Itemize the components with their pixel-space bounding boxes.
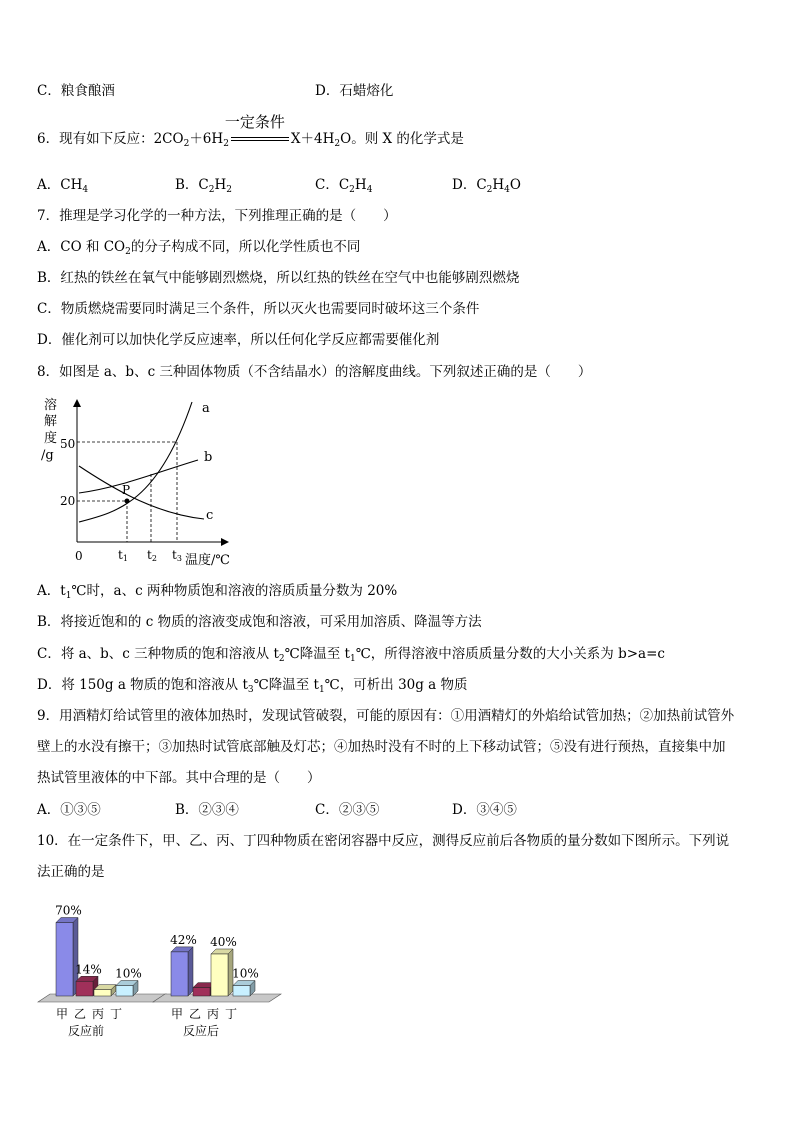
q9-stem-line3: 热试管里液体的中下部。其中合理的是（ ） xyxy=(37,770,321,786)
chart-title: 反应后 xyxy=(182,1024,220,1038)
q9-option-a: A．①③⑤ xyxy=(37,802,101,818)
y-tick-20: 20 xyxy=(60,494,76,508)
x-tick-t2: t2 xyxy=(147,548,157,563)
point-p-label: P xyxy=(122,483,131,497)
q8-option-c: C．将 a、b、c 三种物质的饱和溶液从 $t_2℃$降温至 $t_1℃$，所得溶液中溶质质量分数的大小关系为 b>a=c xyxy=(37,646,665,664)
q5-option-d: D．石蜡熔化 xyxy=(315,83,394,99)
q8-option-b: B．将接近饱和的 c 物质的溶液变成饱和溶液，可采用加溶质、降温等方法 xyxy=(37,614,482,630)
q7-option-a: A．CO 和 $CO_2$的分子构成不同，所以化学性质也不同 xyxy=(37,239,361,257)
bar-after-2 xyxy=(211,949,233,996)
q8-option-a: A．$t_1℃$时，a、c 两种物质饱和溶液的溶质质量分数为 20% xyxy=(37,583,398,601)
bar-before-3 xyxy=(116,981,138,997)
y-label-2: 解 xyxy=(44,414,58,429)
q7-option-c: C．物质燃烧需要同时满足三个条件，所以灭火也需要同时破坏这三个条件 xyxy=(37,301,480,317)
category-label: 丁 xyxy=(109,1007,123,1021)
x-axis-label: 温度/℃ xyxy=(185,553,230,568)
curve-b xyxy=(79,460,198,493)
q9-stem-line2: 壁上的水没有擦干；③加热时试管底部触及灯芯；④加热时没有不时的上下移动试管；⑤没有进行预热，直接集中加 xyxy=(37,739,726,755)
q10-stem-line1: 10．在一定条件下，甲、乙、丙、丁四种物质在密闭容器中反应，测得反应前后各物质的量分数如下图所示。下列说 xyxy=(37,833,730,849)
origin-label: 0 xyxy=(75,549,83,563)
q6-option-a: A．$CH_4$ xyxy=(37,177,89,195)
curve-b-label: b xyxy=(204,450,213,465)
q6-stem: 6．现有如下反应：$2CO_2+6H_2$ 一定条件 $X+4H_2O$。则 X 的化学式是 xyxy=(37,113,464,149)
reaction-condition: 一定条件 xyxy=(224,113,285,131)
category-label: 甲 xyxy=(55,1007,69,1021)
category-label: 乙 xyxy=(188,1007,202,1021)
q10-stem-line2: 法正确的是 xyxy=(37,864,105,880)
solubility-curve-graph xyxy=(38,392,238,574)
bar-after-0 xyxy=(171,947,193,996)
y-label-3: 度 xyxy=(44,431,58,446)
q7-option-d: D．催化剂可以加快化学反应速率，所以任何化学反应都需要催化剂 xyxy=(37,332,440,348)
y-label-1: 溶 xyxy=(44,398,58,413)
bar-after-3 xyxy=(233,981,255,997)
curve-a xyxy=(79,402,192,522)
q9-option-c: C．②③⑤ xyxy=(315,802,380,818)
bar-value-label: 42% xyxy=(170,932,197,947)
q6-option-b: B．$C_2H_2$ xyxy=(175,177,232,195)
q5-option-c: C．粮食酿酒 xyxy=(37,83,115,99)
bar-value-label: 40% xyxy=(210,935,237,949)
x-tick-t3: t3 xyxy=(172,548,182,563)
bar-value-label: 14% xyxy=(75,962,102,977)
x-tick-t1: t1 xyxy=(118,548,128,563)
curve-c-label: c xyxy=(206,508,214,523)
q6-option-d: D．$C_2H_4O$ xyxy=(452,177,521,195)
y-label-4: /g xyxy=(41,448,54,463)
bar-before-2 xyxy=(94,985,116,996)
category-label: 丙 xyxy=(91,1007,105,1021)
reaction-condition-arrow xyxy=(224,113,291,148)
category-label: 丙 xyxy=(206,1007,220,1021)
chart-title: 反应前 xyxy=(67,1024,105,1038)
y-tick-50: 50 xyxy=(60,437,76,451)
q9-stem-line1: 9．用酒精灯给试管里的液体加热时，发现试管破裂，可能的原因有：①用酒精灯的外焰给试管加热；②加热前试管外 xyxy=(37,708,735,724)
q8-stem: 8．如图是 a、b、c 三种固体物质（不含结晶水）的溶解度曲线。下列叙述正确的是（ ） xyxy=(37,364,592,380)
bar-value-label: 70% xyxy=(55,903,82,918)
q7-stem: 7．推理是学习化学的一种方法，下列推理正确的是（ ） xyxy=(37,208,397,224)
q8-option-d: D．将 150g a 物质的饱和溶液从 $t_3℃$降温至 $t_1℃$，可析出 30g a 物质 xyxy=(37,677,468,695)
intersection-point-p xyxy=(125,499,130,504)
composition-bar-charts xyxy=(36,898,288,1043)
category-label: 丁 xyxy=(224,1007,238,1021)
category-label: 乙 xyxy=(73,1007,87,1021)
curve-a-label: a xyxy=(202,401,210,416)
category-label: 甲 xyxy=(170,1007,184,1021)
bar-before-0 xyxy=(56,918,78,997)
q6-option-c: C．$C_2H_4$ xyxy=(315,177,373,195)
q9-option-b: B．②③④ xyxy=(175,802,239,818)
q7-option-b: B．红热的铁丝在氧气中能够剧烈燃烧，所以红热的铁丝在空气中也能够剧烈燃烧 xyxy=(37,270,520,286)
bar-value-label: 10% xyxy=(115,966,142,981)
bar-value-label: 10% xyxy=(232,966,259,981)
q9-option-d: D．③④⑤ xyxy=(452,802,517,818)
